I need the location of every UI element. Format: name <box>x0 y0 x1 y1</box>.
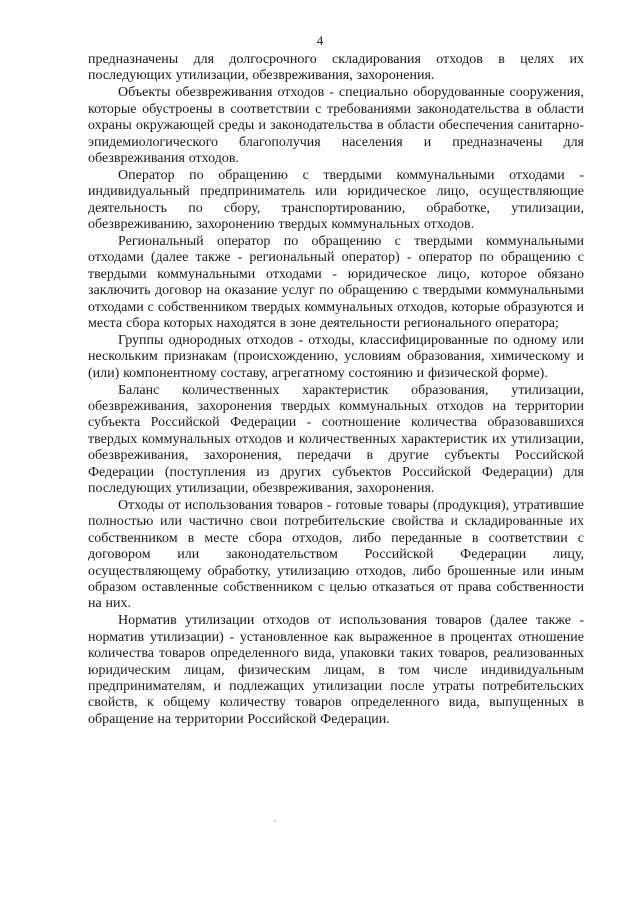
document-body <box>88 52 584 728</box>
page-number: 4 <box>316 33 324 48</box>
paragraph-recycling-norm: Норматив утилизации отходов от использования товаров (далее также - норматив утилизации) - установленное как выраженное в процентах отношение количества товаров определенного вида, упаковки таких товаров, реализованных юридическим лицам, физическим лицам, в том числе индивидуальным предпринимателям, и подлежащих утилизации после утраты потребительских свойств, к общему количеству товаров определенного вида, выпущенных в обращение на территории Российской Федерации. <box>88 613 584 727</box>
paragraph-disposal-facilities: Объекты обезвреживания отходов - специально оборудованные сооружения, которые обустроены в соответствии с требованиями законодательства в области охраны окружающей среды и законодательства в области обеспечения санитарно-эпидемиологического благополучия населения и предназначены для обезвреживания отходов. <box>88 85 584 166</box>
paragraph-waste-groups: Группы однородных отходов - отходы, классифицированные по одному или нескольким признакам (происхождению, условиям образования, химическому и (или) компонентному составу, агрегатному состоянию и физической форме). <box>88 332 584 381</box>
paragraph-continuation: предназначены для долгосрочного складирования отходов в целях их последующих утилизации, обезвреживания, захоронения. <box>88 52 584 84</box>
paragraph-balance: Баланс количественных характеристик образования, утилизации, обезвреживания, захоронения твердых коммунальных отходов на территории субъекта Российской Федерации - соотношение количества образовавшихся твердых коммунальных отходов и количественных характеристик их утилизации, обезвреживания, захоронения, передачи в другие субъекты Российской Федерации (поступления из других субъектов Российской Федерации) для последующих утилизации, обезвреживания, захоронения. <box>88 382 584 497</box>
scan-speck <box>274 820 276 822</box>
paragraph-waste-operator: Оператор по обращению с твердыми коммунальными отходами - индивидуальный предприниматель или юридическое лицо, осуществляющие деятельность по сбору, транспортированию, обработке, утилизации, обезвреживанию, захоронению твердых коммунальных отходов. <box>88 167 584 233</box>
paragraph-product-waste: Отходы от использования товаров - готовые товары (продукция), утратившие полностью или частично свои потребительские свойства и складированные их собственником в месте сбора отходов, либо переданные в соответствии с договором или законодательством Российской Федерации лицу, осуществляющему обработку, утилизацию отходов, либо брошенные или иным образом оставленные собственником с целью отказаться от права собственности на них. <box>88 497 584 612</box>
paragraph-regional-operator: Региональный оператор по обращению с твердыми коммунальными отходами (далее также - региональный оператор) - оператор по обращению с твердыми коммунальными отходами - юридическое лицо, которое обязано заключить договор на оказание услуг по обращению с твердыми коммунальными отходами с собственником твердых коммунальных отходов, которые образуются и места сбора которых находятся в зоне деятельности регионального оператора; <box>88 233 584 331</box>
